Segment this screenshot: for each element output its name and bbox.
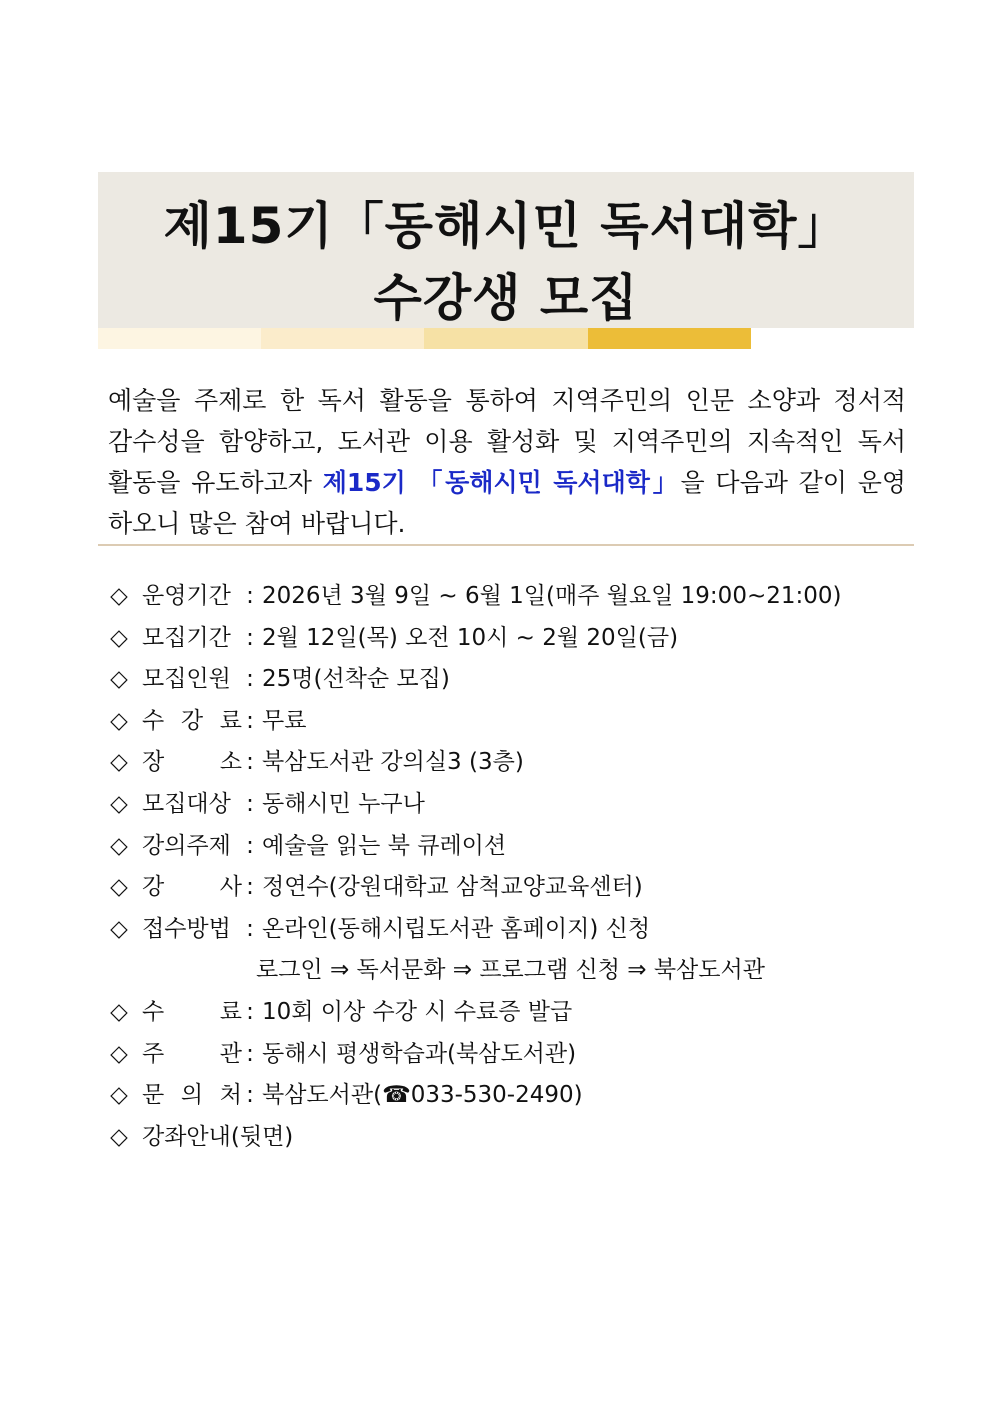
detail-colon: : bbox=[246, 1082, 254, 1109]
detail-value: 온라인(동해시립도서관 홈페이지) 신청 bbox=[262, 915, 651, 942]
title-line-2: 수강생 모집 bbox=[373, 269, 639, 327]
detail-label: 운영기간 bbox=[142, 583, 231, 609]
detail-colon: : bbox=[246, 791, 254, 817]
detail-value: 2월 12일(목) 오전 10시 ~ 2월 20일(금) bbox=[262, 624, 679, 651]
detail-label-char: 문 bbox=[142, 1082, 165, 1109]
detail-label: 모집대상 bbox=[142, 791, 231, 817]
detail-colon: : bbox=[246, 707, 254, 734]
detail-colon: : bbox=[246, 1040, 254, 1067]
detail-label-char: 료 bbox=[219, 999, 242, 1025]
detail-colon: : bbox=[246, 583, 254, 609]
detail-value: 25명(선착순 모집) bbox=[262, 666, 450, 693]
diamond-bullet-icon: ◇ bbox=[110, 1040, 128, 1067]
detail-label bbox=[142, 700, 242, 742]
detail-label-char: 사 bbox=[219, 874, 242, 901]
diamond-bullet-icon: ◇ bbox=[110, 915, 128, 942]
diamond-bullet-icon: ◇ bbox=[110, 1123, 128, 1150]
detail-value: 동해시민 누구나 bbox=[262, 791, 425, 817]
detail-value: 동해시 평생학습과(북삼도서관) bbox=[262, 1040, 577, 1067]
detail-label-char: 장 bbox=[142, 749, 165, 776]
detail-label-char: 관 bbox=[219, 1040, 242, 1067]
detail-label: 접수방법 bbox=[142, 915, 231, 942]
accent-bar-2 bbox=[261, 328, 424, 349]
detail-value: 북삼도서관(☎033-530-2490) bbox=[262, 1082, 583, 1109]
detail-label bbox=[142, 866, 242, 908]
detail-label: 강좌안내(뒷면) bbox=[142, 1123, 294, 1150]
intro-line-3 bbox=[108, 462, 906, 503]
diamond-bullet-icon: ◇ bbox=[110, 999, 128, 1025]
detail-value: 무료 bbox=[262, 707, 307, 734]
accent-bar-1 bbox=[98, 328, 261, 349]
detail-label bbox=[142, 991, 242, 1033]
detail-label: 모집인원 bbox=[142, 666, 231, 693]
detail-label-char: 강 bbox=[180, 707, 204, 734]
diamond-bullet-icon: ◇ bbox=[110, 583, 128, 609]
detail-label-char: 주 bbox=[142, 1040, 165, 1067]
detail-value: 10회 이상 수강 시 수료증 발급 bbox=[262, 999, 573, 1025]
detail-value: 정연수(강원대학교 삼척교양교육센터) bbox=[262, 874, 643, 901]
detail-label-char: 의 bbox=[180, 1082, 204, 1109]
detail-value: 예술을 읽는 북 큐레이션 bbox=[262, 832, 507, 859]
diamond-bullet-icon: ◇ bbox=[110, 749, 128, 776]
detail-label bbox=[142, 741, 242, 783]
detail-colon: : bbox=[246, 874, 254, 901]
detail-label: 강의주제 bbox=[142, 832, 231, 859]
detail-colon: : bbox=[246, 999, 254, 1025]
intro-paragraph bbox=[108, 380, 906, 544]
detail-colon: : bbox=[246, 832, 254, 859]
detail-value: 북삼도서관 강의실3 (3층) bbox=[262, 749, 524, 776]
diamond-bullet-icon: ◇ bbox=[110, 624, 128, 651]
diamond-bullet-icon: ◇ bbox=[110, 791, 128, 817]
detail-label-char: 수 bbox=[142, 999, 165, 1025]
intro-line-1: 예술을 주제로 한 독서 활동을 통하여 지역주민의 인문 소양과 정서적 bbox=[108, 386, 906, 415]
diamond-bullet-icon: ◇ bbox=[110, 707, 128, 734]
detail-label bbox=[142, 1033, 242, 1075]
detail-label-char: 소 bbox=[219, 749, 242, 776]
detail-colon: : bbox=[246, 749, 254, 776]
registration-path: 로그인 ⇒ 독서문화 ⇒ 프로그램 신청 ⇒ 북삼도서관 bbox=[256, 957, 765, 984]
detail-label-char: 수 bbox=[142, 707, 165, 734]
intro-line-2: 감수성을 함양하고, 도서관 이용 활성화 및 지역주민의 지속적인 독서 bbox=[108, 427, 906, 456]
diamond-bullet-icon: ◇ bbox=[110, 832, 128, 859]
title-line-1: 제15기「동해시민 독서대학」 bbox=[163, 197, 849, 255]
diamond-bullet-icon: ◇ bbox=[110, 1082, 128, 1109]
diamond-bullet-icon: ◇ bbox=[110, 874, 128, 901]
program-name-highlight: 제15기 「동해시민 독서대학」 bbox=[322, 468, 681, 497]
intro-line-4: 하오니 많은 참여 바랍니다. bbox=[108, 509, 406, 538]
title-banner bbox=[98, 172, 914, 328]
accent-bar-4 bbox=[588, 328, 751, 349]
intro-line-3-pre: 활동을 유도하고자 bbox=[108, 468, 323, 497]
detail-colon: : bbox=[246, 666, 254, 693]
section-divider bbox=[98, 544, 914, 546]
detail-label-char: 처 bbox=[219, 1082, 242, 1109]
diamond-bullet-icon: ◇ bbox=[110, 666, 128, 693]
intro-line-3-post: 을 다음과 같이 운영 bbox=[680, 468, 906, 497]
detail-colon: : bbox=[246, 915, 254, 942]
detail-label: 모집기간 bbox=[142, 624, 231, 651]
accent-bar-3 bbox=[424, 328, 588, 349]
detail-label-char: 강 bbox=[142, 874, 165, 901]
detail-colon: : bbox=[246, 624, 254, 651]
detail-label-char: 료 bbox=[219, 707, 242, 734]
detail-label bbox=[142, 1074, 242, 1116]
detail-value: 2026년 3월 9일 ~ 6월 1일(매주 월요일 19:00~21:00) bbox=[262, 583, 842, 609]
